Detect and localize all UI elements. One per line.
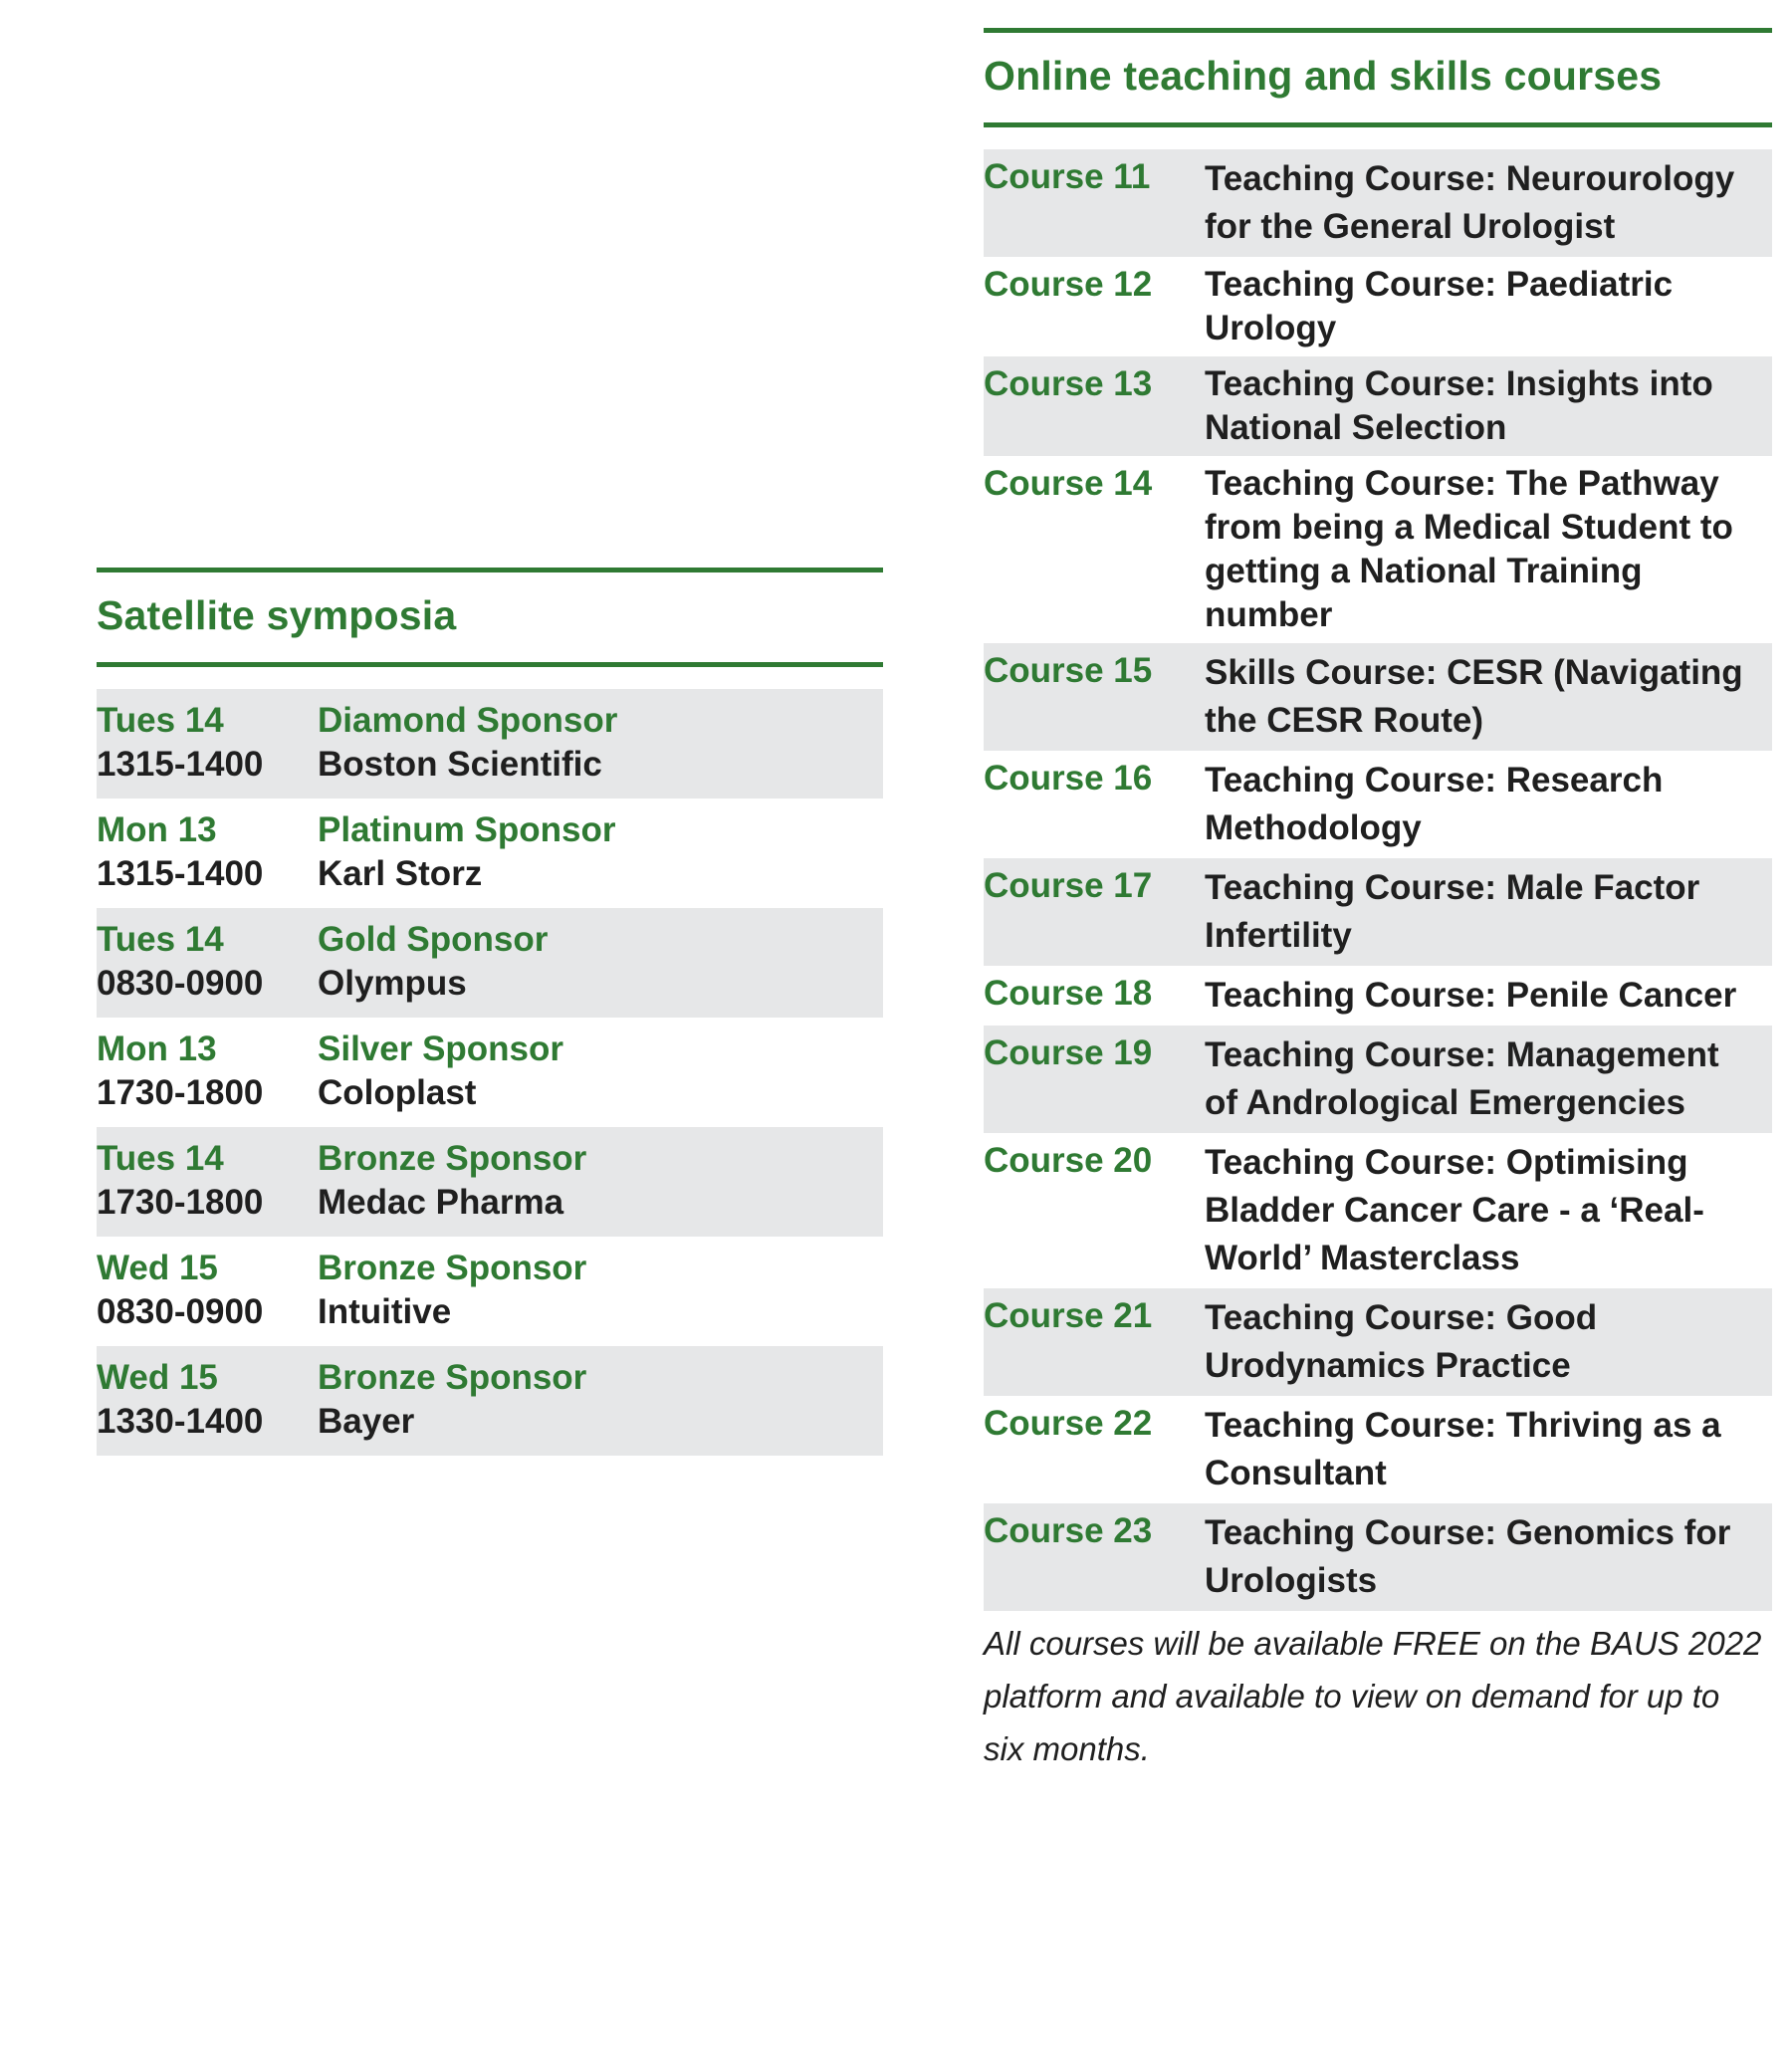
table-row (984, 751, 1772, 858)
section-rule-top (97, 568, 883, 572)
course-code: Course 11 (984, 157, 1151, 196)
symposium-time: 1730-1800 (97, 1183, 264, 1222)
course-title: Skills Course: CESR (Navigating the CESR Route) (1205, 653, 1743, 740)
course-title: Teaching Course: Thriving as a Consultant (1205, 1406, 1721, 1492)
course-title: Teaching Course: Management of Andrological Emergencies (1205, 1035, 1719, 1122)
table-row (984, 1026, 1772, 1133)
table-row (97, 799, 883, 908)
course-title: Teaching Course: Optimising Bladder Cancer Care - a ‘Real-World’ Masterclass (1205, 1143, 1704, 1277)
table-row (984, 858, 1772, 966)
symposium-day: Tues 14 (97, 920, 224, 959)
course-code: Course 18 (984, 974, 1153, 1013)
sponsor-tier: Diamond Sponsor (318, 701, 618, 740)
section-rule-bottom (97, 662, 883, 667)
table-row (984, 643, 1772, 751)
symposium-time: 1315-1400 (97, 745, 264, 784)
sponsor-tier: Gold Sponsor (318, 920, 549, 959)
sponsor-name: Coloplast (318, 1073, 477, 1112)
sponsor-name: Bayer (318, 1402, 415, 1441)
course-title: Teaching Course: Research Methodology (1205, 761, 1664, 847)
section-rule-top (984, 28, 1772, 33)
course-title: Teaching Course: Male Factor Infertility (1205, 868, 1700, 955)
table-row (984, 1396, 1772, 1503)
table-row (984, 1288, 1772, 1396)
course-code: Course 16 (984, 759, 1153, 798)
table-row (97, 1237, 883, 1346)
section-rule-bottom (984, 122, 1772, 127)
symposia-table (97, 689, 883, 1456)
courses-table (984, 149, 1772, 1611)
course-code: Course 21 (984, 1296, 1153, 1335)
course-code: Course 17 (984, 866, 1153, 905)
symposium-day: Wed 15 (97, 1358, 218, 1397)
satellite-symposia-section (97, 568, 883, 1456)
sponsor-name: Intuitive (318, 1292, 452, 1331)
symposium-day: Tues 14 (97, 701, 224, 740)
symposium-day: Wed 15 (97, 1249, 218, 1287)
course-code: Course 22 (984, 1404, 1153, 1443)
table-row (984, 1133, 1772, 1288)
course-title: Teaching Course: Neurourology for the General Urologist (1205, 159, 1735, 246)
table-row (97, 908, 883, 1018)
courses-footnote: All courses will be available FREE on the BAUS 2022 platform and available to view on demand for up to six months. (984, 1625, 1762, 1767)
table-row (984, 356, 1772, 456)
course-title: Teaching Course: The Pathway from being a Medical Student to getting a National Training number (1205, 464, 1733, 634)
table-row (984, 1503, 1772, 1611)
course-code: Course 20 (984, 1141, 1153, 1180)
table-row (97, 1127, 883, 1237)
sponsor-name: Olympus (318, 964, 467, 1003)
course-code: Course 19 (984, 1033, 1153, 1072)
symposium-time: 1315-1400 (97, 854, 264, 893)
table-row (984, 149, 1772, 257)
sponsor-name: Medac Pharma (318, 1183, 564, 1222)
symposium-time: 0830-0900 (97, 1292, 264, 1331)
table-row (97, 689, 883, 799)
sponsor-tier: Bronze Sponsor (318, 1249, 587, 1287)
course-code: Course 12 (984, 265, 1153, 304)
symposium-time: 0830-0900 (97, 964, 264, 1003)
sponsor-tier: Silver Sponsor (318, 1029, 564, 1068)
course-title: Teaching Course: Insights into National Selection (1205, 364, 1713, 447)
course-title: Teaching Course: Good Urodynamics Practice (1205, 1298, 1598, 1385)
table-row (97, 1018, 883, 1127)
course-code: Course 23 (984, 1511, 1153, 1550)
symposium-day: Mon 13 (97, 1029, 217, 1068)
sponsor-tier: Bronze Sponsor (318, 1139, 587, 1178)
sponsor-name: Karl Storz (318, 854, 483, 893)
symposium-day: Mon 13 (97, 810, 217, 849)
course-code: Course 15 (984, 651, 1153, 690)
symposium-day: Tues 14 (97, 1139, 224, 1178)
symposium-time: 1330-1400 (97, 1402, 264, 1441)
symposium-time: 1730-1800 (97, 1073, 264, 1112)
table-row (984, 257, 1772, 356)
table-row (984, 966, 1772, 1026)
section-title: Online teaching and skills courses (984, 53, 1663, 99)
table-row (97, 1346, 883, 1456)
course-code: Course 13 (984, 364, 1153, 403)
sponsor-name: Boston Scientific (318, 745, 602, 784)
course-code: Course 14 (984, 464, 1153, 503)
table-row (984, 456, 1772, 643)
sponsor-tier: Bronze Sponsor (318, 1358, 587, 1397)
course-title: Teaching Course: Genomics for Urologists (1205, 1513, 1731, 1600)
section-title: Satellite symposia (97, 592, 457, 638)
sponsor-tier: Platinum Sponsor (318, 810, 616, 849)
online-courses-section (984, 28, 1772, 1775)
course-title: Teaching Course: Penile Cancer (1205, 976, 1737, 1015)
course-title: Teaching Course: Paediatric Urology (1205, 265, 1674, 347)
